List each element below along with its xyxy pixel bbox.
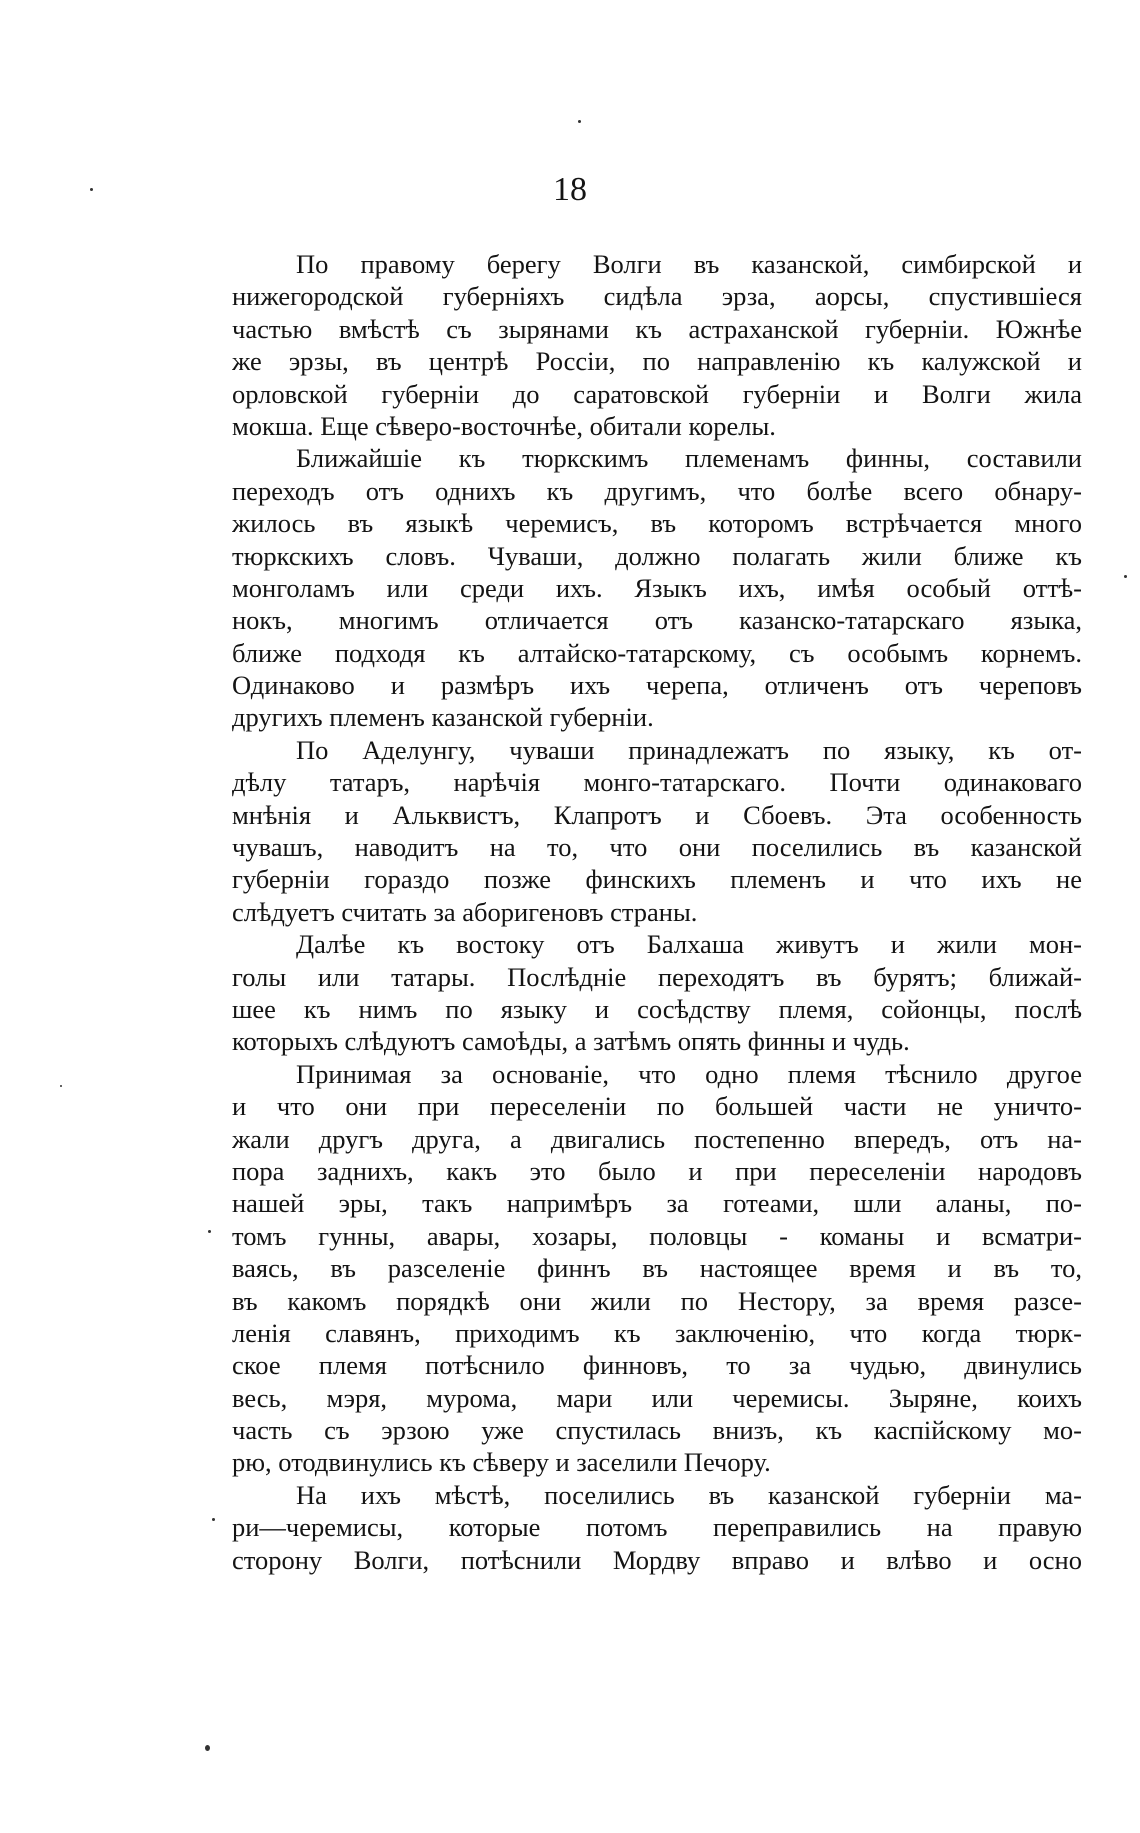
text-line: мокша. Еще сѣверо-восточнѣе, обитали корелы. [232, 410, 776, 441]
text-line: переходъ отъ однихъ къ другимъ, что болѣе всего обнару- [232, 475, 1082, 506]
text-line: губерніи гораздо позже финскихъ племенъ и что ихъ не [232, 864, 1082, 895]
text-line: нижегородской губерніяхъ сидѣла эрза, аорсы, спустившіеся [232, 281, 1082, 312]
text-line: мнѣнія и Альквистъ, Клапротъ и Сбоевъ. Эта особенность [232, 799, 1082, 830]
body-text [232, 248, 1082, 1576]
text-line: сторону Волги, потѣснили Мордву вправо и влѣво и осно [232, 1544, 1082, 1575]
text-line: тюркскихъ словъ. Чуваши, должно полагать жили ближе къ [232, 540, 1082, 571]
text-line: же эрзы, въ центрѣ Россіи, по направленію къ калужской и [232, 346, 1082, 377]
text-line: ближе подходя къ алтайско-татарскому, съ особымъ корнемъ. [232, 637, 1082, 668]
print-speck [205, 1745, 210, 1751]
print-speck [1124, 575, 1127, 578]
text-line: жилось въ языкѣ черемисъ, въ которомъ встрѣчается много [232, 508, 1082, 539]
text-line: въ какомъ порядкѣ они жили по Нестору, за время разсе- [232, 1285, 1082, 1316]
print-speck [578, 120, 581, 123]
print-speck [60, 1085, 62, 1087]
text-line: частью вмѣстѣ съ зырянами къ астраханской губерніи. Южнѣе [232, 313, 1082, 344]
text-line: ское племя потѣснило финновъ, то за чудью, двинулись [232, 1350, 1082, 1381]
text-line: другихъ племенъ казанской губерніи. [232, 702, 654, 733]
text-line: Одинаково и размѣръ ихъ черепа, отличенъ отъ череповъ [232, 670, 1082, 701]
text-line: шее къ нимъ по языку и сосѣдству племя, сойонцы, послѣ [232, 993, 1082, 1024]
text-line: орловской губерніи до саратовской губерніи и Волги жила [232, 378, 1082, 409]
print-speck [90, 188, 93, 191]
text-line: нокъ, многимъ отличается отъ казанско-татарскаго языка, [232, 605, 1082, 636]
text-line: ваясь, въ разселеніе финнъ въ настоящее время и въ то, [232, 1253, 1082, 1284]
print-speck [212, 1518, 215, 1521]
text-line: чувашъ, наводитъ на то, что они поселились въ казанской [232, 832, 1082, 863]
text-line: дѣлу татаръ, нарѣчія монго-татарскаго. Почти одинаковаго [232, 767, 1082, 798]
text-line: весь, мэря, мурома, мари или черемисы. Зыряне, коихъ [232, 1382, 1082, 1413]
text-line: томъ гунны, авары, хозары, половцы - команы и всматри- [232, 1220, 1082, 1251]
text-line: часть съ эрзою уже спустилась внизъ, къ каспійскому мо- [232, 1415, 1082, 1446]
text-line: жали другъ друга, а двигались постепенно впередъ, отъ на- [232, 1123, 1082, 1154]
text-line: Далѣе къ востоку отъ Балхаша живутъ и жили мон- [296, 929, 1082, 960]
text-line: ленія славянъ, приходимъ къ заключенію, что когда тюрк- [232, 1317, 1082, 1348]
print-speck [208, 1230, 211, 1233]
text-line: и что они при переселеніи по большей части не уничто- [232, 1091, 1082, 1122]
text-line: рю, отодвинулись къ сѣверу и заселили Печору. [232, 1447, 771, 1478]
text-line: слѣдуетъ считать за аборигеновъ страны. [232, 896, 698, 927]
text-line: ри—черемисы, которые потомъ переправились на правую [232, 1512, 1082, 1543]
text-line: На ихъ мѣстѣ, поселились въ казанской губерніи ма- [296, 1479, 1082, 1510]
text-line: пора заднихъ, какъ это было и при переселеніи народовъ [232, 1155, 1082, 1186]
text-line: По правому берегу Волги въ казанской, симбирской и [296, 249, 1082, 279]
text-line: голы или татары. Послѣдніе переходятъ въ бурятъ; ближай- [232, 961, 1082, 992]
text-line: которыхъ слѣдуютъ самоѣды, а затѣмъ опять финны и чудь. [232, 1026, 910, 1057]
text-line: По Аделунгу, чуваши принадлежатъ по языку, къ от- [296, 734, 1082, 765]
text-line: Принимая за основаніе, что одно племя тѣснило другое [296, 1058, 1082, 1089]
text-line: нашей эры, такъ напримѣръ за готеами, шли аланы, по- [232, 1188, 1082, 1219]
text-line: Ближайшіе къ тюркскимъ племенамъ финны, составили [296, 443, 1082, 474]
page-number: 18 [553, 171, 587, 208]
text-line: монголамъ или среди ихъ. Языкъ ихъ, имѣя особый оттѣ- [232, 572, 1082, 603]
